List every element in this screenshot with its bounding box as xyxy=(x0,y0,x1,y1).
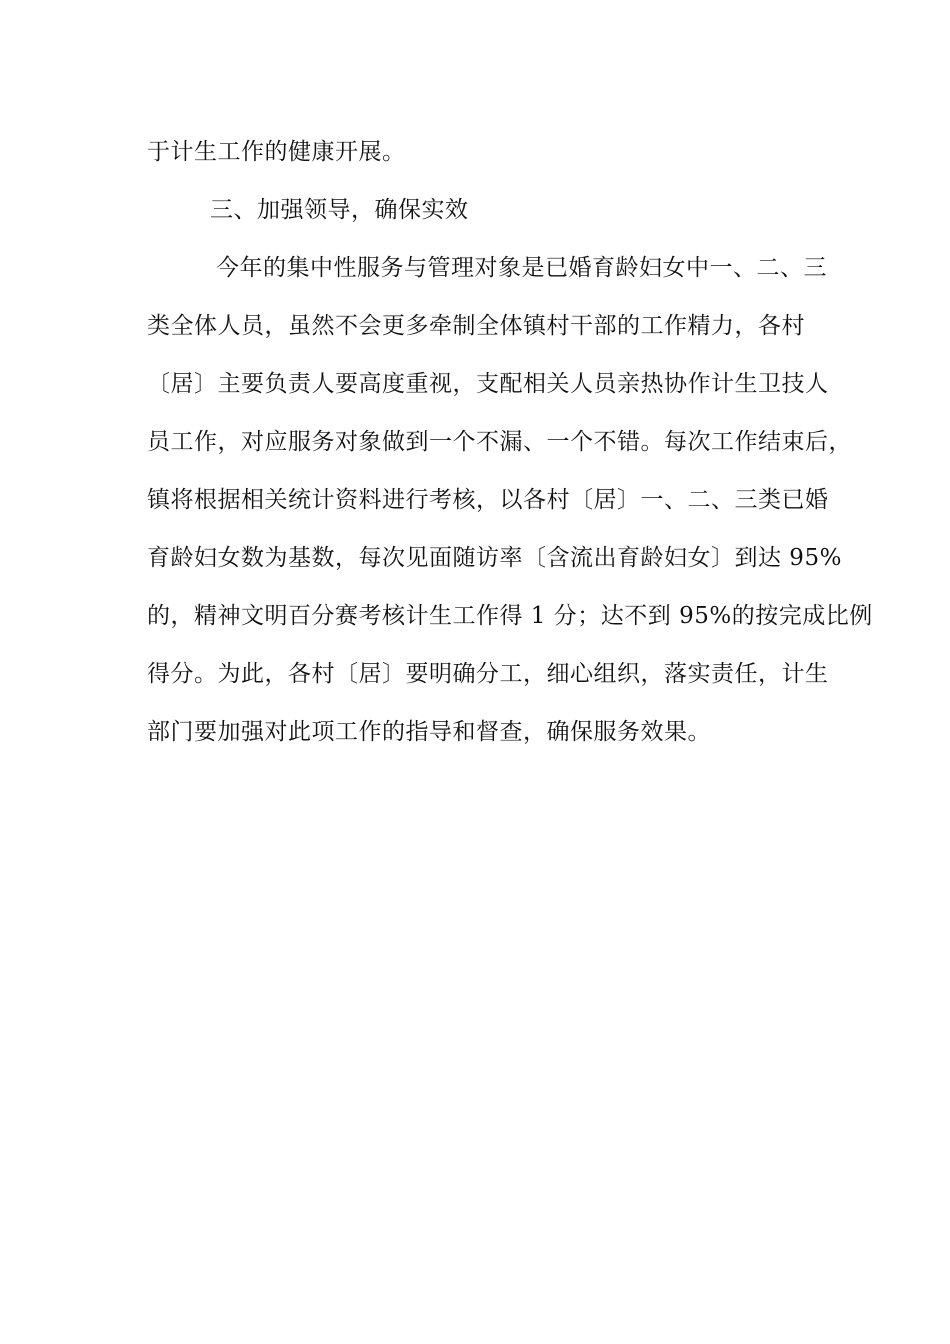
paragraph-line: 类全体人员，虽然不会更多牵制全体镇村干部的工作精力，各村 xyxy=(147,313,805,339)
paragraph-line: 的，精神文明百分赛考核计生工作得 1 分；达不到 95%的按完成比例 xyxy=(147,603,873,629)
paragraph-line: 得分。为此，各村〔居〕要明确分工，细心组织，落实责任，计生 xyxy=(147,661,829,687)
paragraph-line: 今年的集中性服务与管理对象是已婚育龄妇女中一、二、三 xyxy=(216,255,827,281)
paragraph-line: 部门要加强对此项工作的指导和督查，确保服务效果。 xyxy=(147,719,711,745)
paragraph-line: 员工作，对应服务对象做到一个不漏、一个不错。每次工作结束后， xyxy=(147,429,852,455)
paragraph-line: 镇将根据相关统计资料进行考核，以各村〔居〕一、二、三类已婚 xyxy=(147,487,829,513)
section-heading: 三、加强领导，确保实效 xyxy=(210,197,469,223)
paragraph-line: 〔居〕主要负责人要高度重视，支配相关人员亲热协作计生卫技人 xyxy=(147,371,829,397)
paragraph-line-continuation: 于计生工作的健康开展。 xyxy=(147,139,406,165)
paragraph-line: 育龄妇女数为基数，每次见面随访率〔含流出育龄妇女〕到达 95% xyxy=(147,545,842,571)
